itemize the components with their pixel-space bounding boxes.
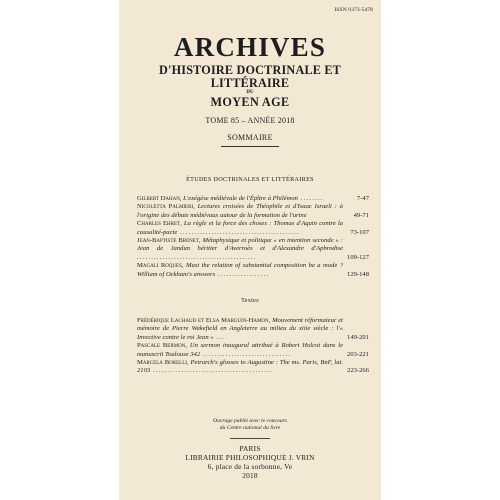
publication-year: 2018 — [242, 471, 258, 480]
issn-label: ISSN 0373-5478 — [334, 7, 373, 13]
entry-pages: 149-201 — [347, 333, 369, 341]
entry-pages: 203-221 — [347, 350, 369, 358]
entry-pages: 7-47 — [356, 195, 369, 202]
toc-entry — [137, 237, 369, 262]
toc-entry — [137, 203, 369, 220]
entry-leader: ........ — [297, 195, 324, 202]
entry-title: Petrarch's glosses to Augustine : The ms. Paris, BnF, lat. 2103 — [137, 359, 343, 375]
toc-entry — [137, 195, 369, 203]
support-note-line1: Ouvrage publié avec le concours — [213, 418, 287, 424]
publisher-address: 6, place de la sorbonne, Ve — [207, 462, 293, 471]
footer — [119, 418, 381, 480]
journal-subtitle-moyen-age: MOYEN AGE — [210, 95, 290, 109]
entry-pages: 109-127 — [347, 253, 369, 261]
journal-subtitle-du: DU — [246, 90, 254, 95]
entry-leader: .......................................... — [177, 228, 300, 236]
entry-author: Jean-Baptiste Brenet, — [137, 237, 201, 245]
entry-pages: 49-71 — [353, 211, 369, 219]
entry-pages: 129-148 — [347, 270, 369, 278]
toc-entry — [137, 359, 369, 376]
footer-divider — [230, 438, 270, 439]
entry-title: La règle et la force des choses : Thomas d'Aquin contre la causalité-pacte — [137, 220, 343, 236]
section-heading-textes: Textes — [241, 297, 259, 304]
entry-title: Un sermon inaugural attribué à Robert Holcot dans le manuscrit Toulouse 342 — [137, 342, 343, 358]
entry-author: Pascale Bermon, — [137, 342, 188, 350]
entry-author: Frédérique Lachaud et Elsa Marguin-Hamon, — [137, 317, 271, 324]
entry-leader: ............................... — [200, 350, 292, 358]
toc-list-textes — [137, 317, 369, 376]
volume-info: TOME 85 – ANNÉE 2018 — [205, 116, 295, 125]
entry-leader: .................. — [215, 270, 270, 278]
publisher-name: LIBRAIRIE PHILOSOPHIQUE J. VRIN — [185, 453, 315, 462]
entry-title: Métaphysique et politique « en intention seconde » : Jean de Jandun héritier d'Averroès et d'Alexandre d'Aphrodise — [137, 237, 343, 253]
entry-leader: .......................................... — [137, 253, 257, 261]
entry-leader: .......................................... — [150, 367, 273, 375]
entry-title: Lectures croisées de Théophile et d'Isaac Israeli : à l'origine des débats médiévaux autour de la formation de l'urine — [137, 203, 343, 219]
toc-entry — [137, 262, 369, 279]
toc-entry — [137, 220, 369, 237]
entry-title: Must the relation of substantial composition be a mode ? William of Ockham's answers — [137, 262, 343, 278]
divider — [221, 146, 279, 147]
entry-pages: 73-107 — [350, 228, 369, 236]
toc-entry — [137, 317, 369, 342]
entry-author: Gilbert Dahan, — [137, 195, 182, 202]
entry-title: Mouvement réformateur et mémoire de Pierre Wakefield en Angleterre au milieu du xiiie siècle : l'« Invective contre le roi Jean » — [137, 317, 343, 341]
entry-leader: ... — [213, 333, 225, 341]
journal-subtitle: D'HISTOIRE DOCTRINALE ET LITTÉRAIRE — [158, 63, 342, 90]
entry-author: Nicoletta Palmieri, — [137, 203, 195, 211]
entry-author: Charles Ehret, — [137, 220, 182, 228]
toc-list-etudes — [137, 195, 369, 279]
entry-pages: 223-266 — [347, 367, 369, 375]
entry-author: Marcela Borelli, — [137, 359, 189, 367]
contents-heading: SOMMAIRE — [227, 133, 273, 142]
publisher-city: PARIS — [239, 444, 261, 453]
entry-title: L'exégèse médiévale de l'Épître à Philémon — [183, 195, 298, 202]
entry-author: Magali Roques, — [137, 262, 184, 270]
title-block — [119, 32, 381, 147]
book-cover — [119, 0, 381, 500]
journal-title: ARCHIVES — [173, 32, 327, 62]
support-note-line2: du Centre national du livre — [219, 425, 281, 431]
toc-entry — [137, 342, 369, 359]
section-heading-etudes: ÉTUDES DOCTRINALES ET LITTÉRAIRES — [186, 176, 314, 183]
